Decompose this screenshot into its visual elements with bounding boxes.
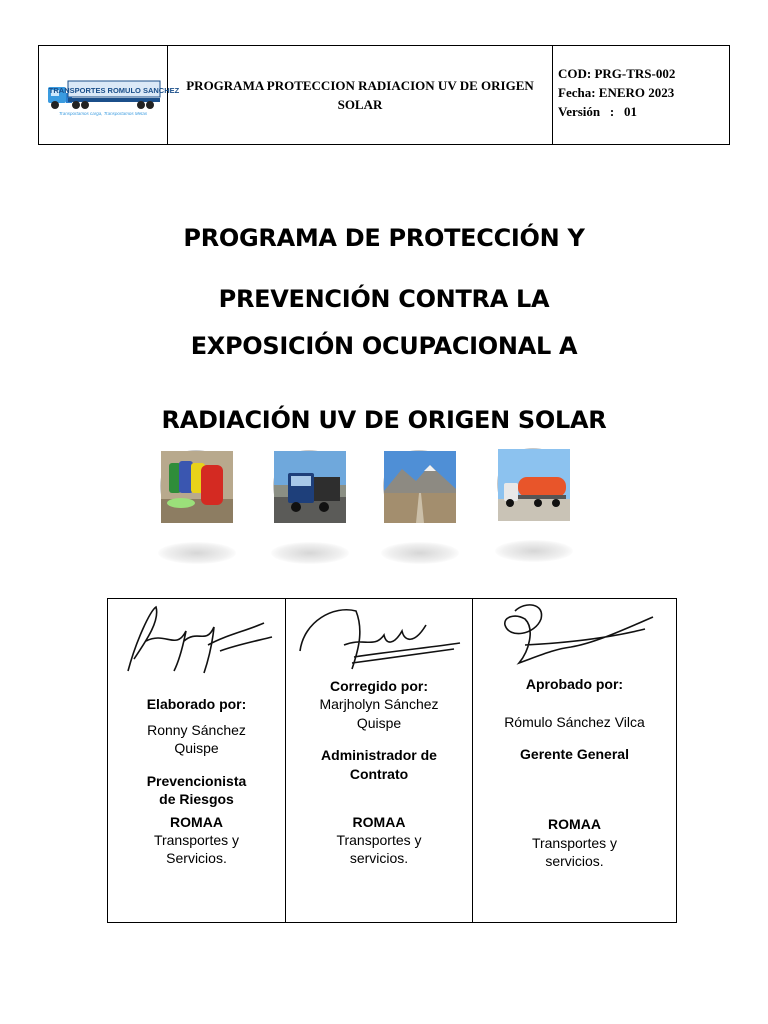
photo-shadow <box>158 542 236 564</box>
document-code: COD: PRG-TRS-002 <box>558 66 676 81</box>
aprobado-name: Rómulo Sánchez Vilca <box>504 714 645 730</box>
aprobado-label: Aprobado por: <box>525 676 624 692</box>
aprobado-company-line-1: Transportes y <box>531 835 618 851</box>
main-title-line-1: PROGRAMA DE PROTECCIÓN Y <box>183 224 585 252</box>
truck-logo-icon <box>44 73 180 117</box>
elaborado-name-line-1: Ronny Sánchez <box>147 722 246 738</box>
corregido-role-line-2: Contrato <box>349 766 409 782</box>
elaborado-company: ROMAA <box>170 814 223 830</box>
elaborado-role-line-2: de Riesgos <box>159 791 234 807</box>
svg-text:TRANSPORTES ROMULO SANCHEZ: TRANSPORTES ROMULO SANCHEZ <box>48 86 180 95</box>
company-logo <box>39 46 180 144</box>
aprobado-role: Gerente General <box>520 746 629 762</box>
svg-text:Transportamos carga, Transport: Transportamos carga, Transportamos Metas <box>58 111 148 116</box>
corregido-label: Corregido por: <box>330 678 428 694</box>
signature-corregido <box>294 601 464 677</box>
photo-shadow <box>381 542 459 564</box>
document-date: Fecha: ENERO 2023 <box>558 85 675 100</box>
signature-aprobado <box>485 599 665 675</box>
elaborado-label: Elaborado por: <box>146 696 247 712</box>
elaborado-name-line-2: Quispe <box>174 740 219 756</box>
corregido-company: ROMAA <box>352 814 406 830</box>
waste-bins-photo <box>160 450 232 522</box>
truck-photo <box>273 450 345 522</box>
corregido-company-line-2: servicios. <box>349 850 409 866</box>
photo-strip <box>130 448 610 578</box>
corregido-name-line-1: Marjholyn Sánchez <box>319 696 439 712</box>
signature-table <box>107 598 677 923</box>
main-title-line-4: RADIACIÓN UV DE ORIGEN SOLAR <box>161 406 607 434</box>
corregido-role-line-1: Administrador de <box>321 747 437 763</box>
elaborado-column <box>108 599 285 922</box>
main-title-line-3: EXPOSICIÓN OCUPACIONAL A <box>190 332 578 360</box>
signature-elaborado <box>116 601 276 681</box>
aprobado-column <box>472 599 676 922</box>
elaborado-role-line-1: Prevencionista <box>146 773 247 789</box>
elaborado-company-line-1: Transportes y <box>153 832 240 848</box>
corregido-column <box>285 599 472 922</box>
photo-shadow <box>271 542 349 564</box>
corregido-company-line-1: Transportes y <box>336 832 422 848</box>
aprobado-company-line-2: servicios. <box>545 853 604 869</box>
aprobado-company: ROMAA <box>548 816 601 832</box>
header-title: PROGRAMA PROTECCION RADIACION UV DE ORIGEN SOLAR <box>168 46 553 144</box>
elaborado-company-line-2: Servicios. <box>166 850 227 866</box>
main-title-line-2: PREVENCIÓN CONTRA LA <box>218 285 550 313</box>
document-header <box>38 45 730 145</box>
tanker-truck-photo <box>497 448 569 520</box>
corregido-name-line-2: Quispe <box>356 715 402 731</box>
photo-shadow <box>495 540 573 562</box>
mountain-road-photo <box>383 450 455 522</box>
document-version: Versión : 01 <box>558 104 637 119</box>
document-meta <box>553 46 729 144</box>
